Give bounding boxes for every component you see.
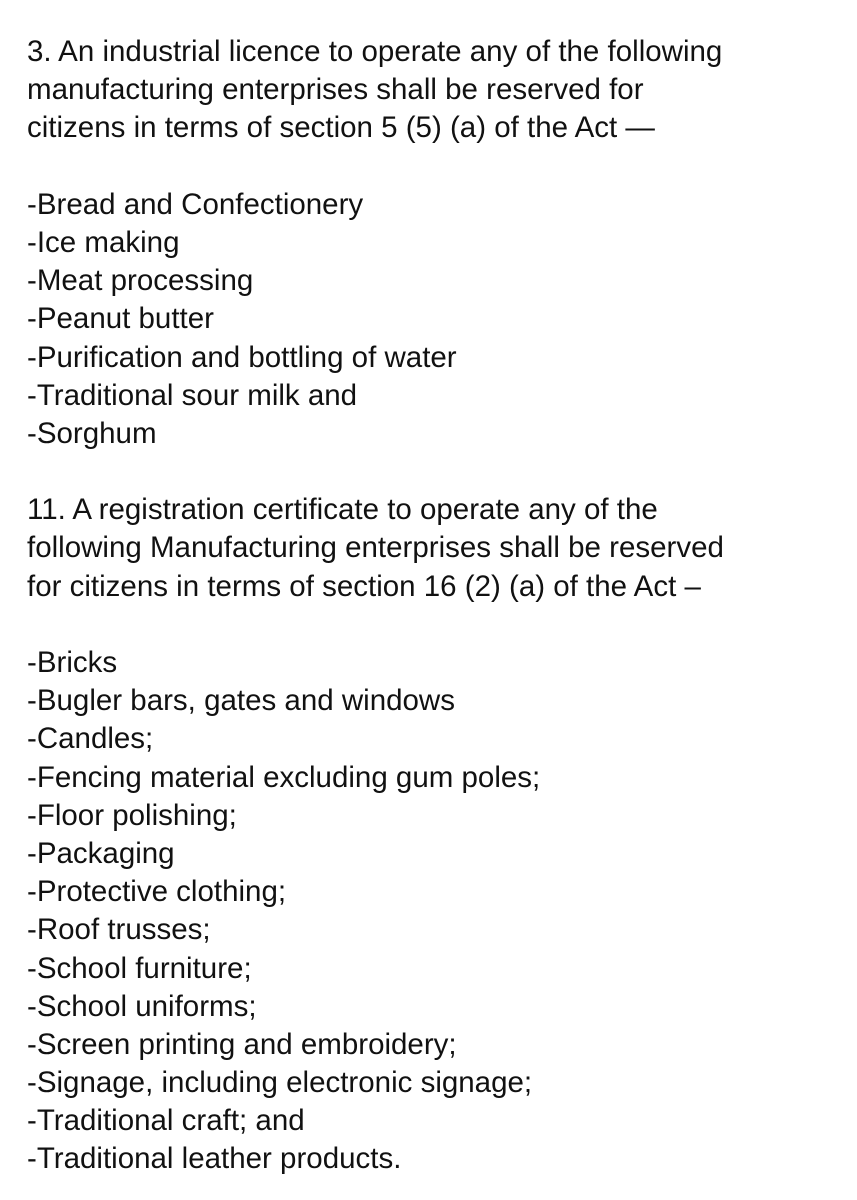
heading-line: manufacturing enterprises shall be reserved for	[27, 73, 644, 107]
list-item: -Candles;	[27, 722, 154, 756]
list-item: -Signage, including electronic signage;	[27, 1066, 533, 1100]
heading-line: 11. A registration certificate to operate any of the	[27, 493, 658, 527]
section-industrial-licence	[27, 33, 847, 453]
list-item: -Bricks	[27, 646, 118, 679]
list-item: -Meat processing	[27, 264, 254, 298]
list-item: -Traditional sour milk and	[27, 378, 358, 412]
list-item: -Packaging	[27, 836, 175, 870]
heading-line: 3. An industrial licence to operate any of the following	[27, 35, 723, 68]
list-item: -Roof trusses;	[27, 913, 211, 947]
list-item: -Bread and Confectionery	[27, 187, 364, 221]
heading-line: citizens in terms of section 5 (5) (a) of the Act —	[27, 111, 655, 145]
blank-line	[27, 148, 847, 186]
section-heading	[27, 491, 847, 606]
list-item: -Ice making	[27, 225, 180, 259]
list-item: -School furniture;	[27, 951, 252, 985]
blank-line	[27, 453, 847, 491]
note-text-body[interactable]	[27, 33, 847, 1179]
list-item: -School uniforms;	[27, 989, 257, 1023]
list-item: -Sorghum	[27, 416, 157, 450]
list-item: -Screen printing and embroidery;	[27, 1027, 457, 1061]
enterprise-list	[27, 644, 847, 1179]
list-item: -Protective clothing;	[27, 875, 287, 909]
section-heading	[27, 33, 847, 148]
list-item: -Floor polishing;	[27, 798, 237, 832]
list-item: -Peanut butter	[27, 302, 214, 336]
section-registration-certificate	[27, 491, 847, 1178]
heading-line: following Manufacturing enterprises shall be reserved	[27, 531, 724, 565]
blank-line	[27, 606, 847, 644]
list-item: -Traditional leather products.	[27, 1142, 402, 1176]
list-item: -Purification and bottling of water	[27, 340, 457, 374]
list-item: -Fencing material excluding gum poles;	[27, 760, 541, 794]
list-item: -Bugler bars, gates and windows	[27, 684, 455, 718]
heading-line: for citizens in terms of section 16 (2) (a) of the Act –	[27, 569, 701, 603]
list-item: -Traditional craft; and	[27, 1104, 305, 1138]
enterprise-list	[27, 186, 847, 453]
